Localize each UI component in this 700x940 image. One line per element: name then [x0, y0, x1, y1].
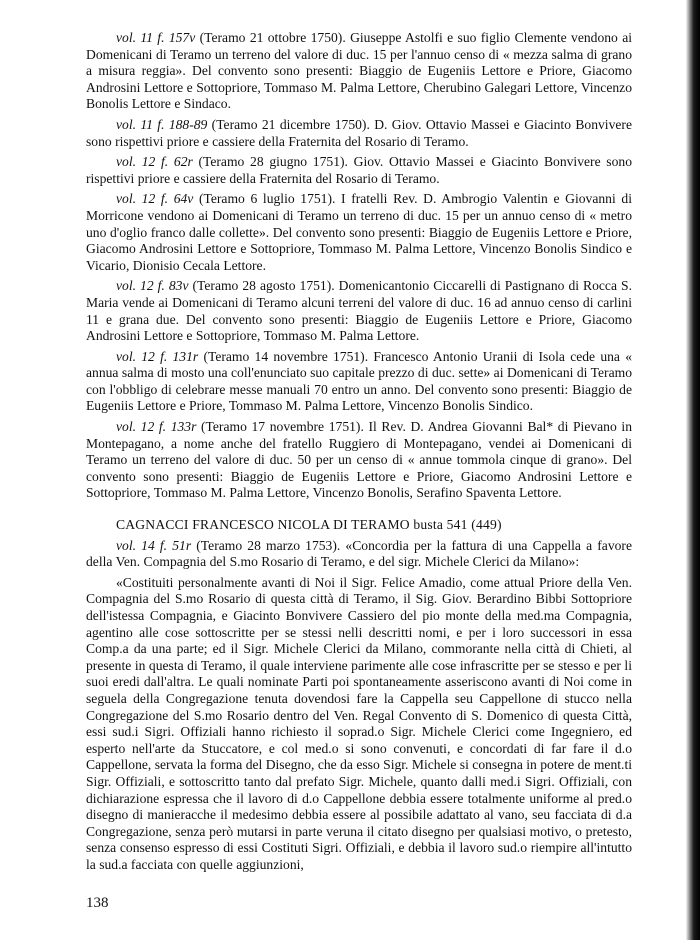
entry: [86, 154, 632, 187]
entry-text: (Teramo 6 luglio 1751). I fratelli Rev. D. Ambrogio Valentin e Giovanni di Morricone vendono ai Domenicani di Teramo un terreno di duc. 15 per un annuo censo di « metro uno d'oglio franco dalle collette». Del convento sono presenti: Biaggio de Eugeniis Lettore e Priore, Giacomo Androsini Lettore e Sottopriore, Tommaso M. Palma Lettore, Vincenzo Bonolis Sindico e Vicario, Dionisio Cecala Lettore.: [86, 191, 632, 273]
entry-reference: vol. 11 f. 188-89: [116, 116, 208, 132]
entry-text: (Teramo 28 giugno 1751). Giov. Ottavio Massei e Giacinto Bonvivere sono rispettivi priore e cassiere della Fraternita del Rosario di Teramo.: [86, 154, 632, 186]
entry-reference: vol. 12 f. 62r: [116, 154, 193, 170]
entry-text: (Teramo 28 marzo 1753). «Concordia per la fattura di una Cappella a favore della Ven. Compagnia del S.mo Rosario di Teramo, e del sigr. Michele Clerici da Milano»:: [86, 537, 632, 570]
entry-text: (Teramo 21 dicembre 1750). D. Giov. Ottavio Massei e Giacinto Bonvivere sono rispettivi priore e cassiere della Fraternita del Rosario di Teramo.: [86, 116, 632, 149]
quoted-document: «Costituiti personalmente avanti di Noi il Sigr. Felice Amadio, come attual Priore della Ven. Compagnia del S.mo Rosario di questa città di Teramo, il Sig. Giov. Berardino Bibbi Sottopriore dell'istessa Compagnia, e Giacinto Bonvivere Cassiero del pio monte della med.ma Compagnia, agentino alle cose sottoscritte per se stessi nelli descritti nomi, e per i loro successori in essa Comp.a da una parte; ed il Sigr. Michele Clerici da Milano, commorante nella città di Chieti, al presente in questa di Teramo, il quale interviene parimente alle cose infrascritte per se stesso e per li suoi eredi dall'altra. Le quali nominate Parti poi spontaneamente asseriscono avanti di Noi come in seguela della Congregazione tenuta dovendosi fare la Cappella seu Cappellone di stucco nella Congregazione del S.mo Rosario dentro del Ven. Regal Convento di S. Domenico di questa Città, essi sud.i Sigri. Offiziali hanno richiesto il soprad.o Sigr. Michele Clerici come Ingegniero, ed esperto nell'arte da Stuccatore, e col med.o si sono convenuti, e concordati di far fare il d.o Cappellone, servata la forma del Disegno, che da esso Sigr. Michele si consegna in potere de ment.ti Sigr. Offiziali, e sottoscritto tanto dal prefato Sigr. Michele, quanto dalli med.i Sigri. Offiziali, con dichiarazione espressa che il lavoro di d.o Cappellone debbia essere totalmente uniforme al pred.o disegno di manieracche il medesimo debbia essere al possibile adattato al vano, seu facciata di d.a Congregazione, senza però mutarsi in parte veruna il citato disegno per qualsiasi motivo, o pretesto, senza consenso espresso di essi Costituti Sigri. Offiziali, e debbia il lavoro sud.o riempire all'intutto la sud.a facciata con quelle aggiunzioni,: [86, 574, 632, 872]
scan-edge-shadow: [686, 0, 700, 940]
entry: [86, 349, 632, 415]
entry-text: (Teramo 17 novembre 1751). Il Rev. D. Andrea Giovanni Bal* di Pievano in Montepagano, a nome anche del fratello Ruggiero di Montepagano, vendei ai Domenicani di Teramo un terreno del valore di duc. 50 per un censo di « annue tommola cinque di grano». Del convento sono presenti: Biaggio de Eugeniis Lettore e Priore, Giacomo Androsini Lettore e Sottopriore, Tommaso M. Palma Lettore, Vincenzo Bonolis, Serafino Spaventa Lettore.: [86, 419, 632, 501]
entry-text: (Teramo 14 novembre 1751). Francesco Antonio Uranii di Isola cede una « annua salma di mosto una coll'enunciato suo capitale prezzo di duc. sette» ai Domenicani di Teramo con l'obbligo di celebrare messe manuali 70 entro un anno. Del convento sono presenti: Biaggio de Eugeniis Lettore e Priore, Tommaso M. Palma Lettore, Vincenzo Bonolis Sindico.: [86, 348, 633, 414]
entry-reference: vol. 11 f. 157v: [116, 30, 196, 45]
entry: [86, 278, 632, 344]
section-heading: CAGNACCI FRANCESCO NICOLA DI TERAMO busta 541 (449): [116, 517, 502, 533]
entry-reference: vol. 14 f. 51r: [116, 537, 192, 553]
page-number: 138: [86, 895, 109, 911]
entry: [86, 419, 632, 502]
body-text: [86, 30, 632, 874]
entry: [86, 30, 632, 113]
entry-text: (Teramo 28 agosto 1751). Domenicantonio Ciccarelli di Pastignano di Rocca S. Maria vende ai Domenicani di Teramo alcuni terreni del valore di duc. 16 ad annuo censo di carlini 11 e grana due. Del convento sono presenti: Biaggio de Eugeniis Lettore e Priore, Giacomo Androsini Lettore e Sottopriore, Tommaso M. Palma Lettore.: [86, 278, 632, 344]
entry-reference: vol. 12 f. 64v: [116, 191, 194, 207]
entry-reference: vol. 12 f. 83v: [116, 278, 189, 294]
section-entry: [86, 538, 632, 571]
entry-reference: vol. 12 f. 131r: [116, 348, 199, 364]
entry: [86, 191, 632, 274]
entry: [86, 117, 632, 150]
entry-text: (Teramo 21 ottobre 1750). Giuseppe Astolfi e suo figlio Clemente vendono ai Domenicani di Teramo un terreno del valore di duc. 15 per l'annuo censo di « mezza salma di grano a misura reggia». Del convento sono presenti: Biaggio de Eugeniis Lettore e Priore, Giacomo Androsini Lettore e Sottopriore, Tommaso M. Palma Lettore, Cherubino Galegari Lettore, Vincenzo Bonolis Lettore e Sindaco.: [86, 30, 633, 112]
entry-reference: vol. 12 f. 133r: [116, 419, 197, 435]
